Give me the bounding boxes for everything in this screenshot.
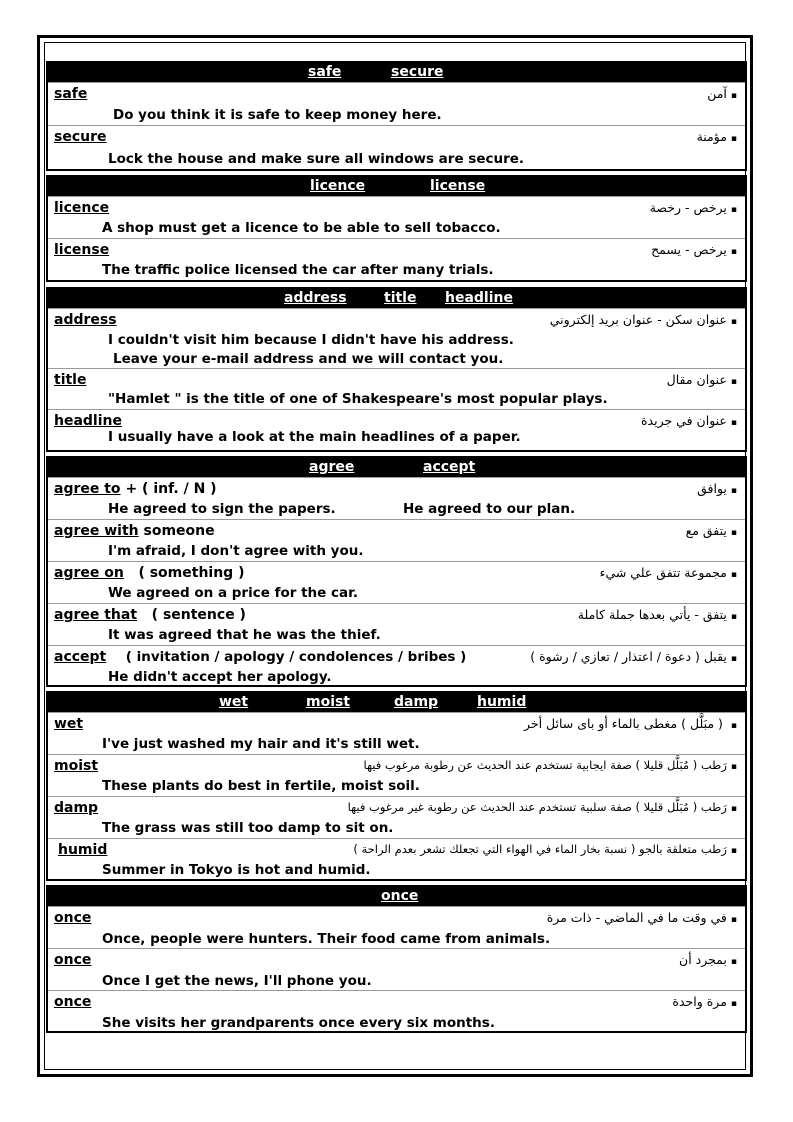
arabic-meaning: ▪عنوان مقال xyxy=(666,372,737,387)
header-word: safe xyxy=(308,64,342,80)
example-sentence: He agreed to sign the papers. xyxy=(108,501,336,517)
term: licence xyxy=(54,200,110,216)
section-wet-moist-damp-humid xyxy=(46,691,747,881)
entry xyxy=(48,906,745,948)
entry xyxy=(48,409,745,450)
example-sentence: A shop must get a licence to be able to sell tobacco. xyxy=(102,220,501,236)
example-sentence: The grass was still too damp to sit on. xyxy=(102,820,394,836)
arabic-meaning: ▪بمجرد أن xyxy=(679,952,737,967)
section-address-title-headline xyxy=(46,287,747,452)
header-word: agree xyxy=(309,459,355,475)
arabic-meaning: ▪في وقت ما في الماضي - ذات مرة xyxy=(546,910,737,925)
section-agree-accept xyxy=(46,456,747,687)
header-word: secure xyxy=(391,64,444,80)
term: agree with someone xyxy=(54,523,215,539)
entry xyxy=(48,125,745,169)
section-header xyxy=(48,458,745,477)
term: title xyxy=(54,372,87,388)
example-sentence: "Hamlet " is the title of one of Shakespeare's most popular plays. xyxy=(108,391,608,407)
term: accept ( invitation / apology / condolences / bribes ) xyxy=(54,649,467,665)
example-sentence: He didn't accept her apology. xyxy=(108,669,332,685)
term: once xyxy=(54,994,92,1010)
header-word: accept xyxy=(423,459,476,475)
entry xyxy=(48,754,745,796)
arabic-meaning: ▪ ( مبَلَّل ) مغطى بالماء أو باى سائل أخر xyxy=(523,716,737,731)
header-word: headline xyxy=(445,290,513,306)
arabic-meaning: ▪يتفق - يأتي بعدها جملة كاملة xyxy=(577,607,737,622)
entry xyxy=(48,82,745,125)
arabic-meaning: ▪مؤمنة xyxy=(696,129,737,144)
example-sentence: I couldn't visit him because I didn't have his address. xyxy=(108,332,514,348)
arabic-meaning: ▪مرة واحدة xyxy=(672,994,737,1009)
entry xyxy=(48,603,745,645)
header-word: title xyxy=(384,290,417,306)
section-header xyxy=(48,887,745,906)
header-word: humid xyxy=(477,694,527,710)
arabic-meaning: ▪يوافق xyxy=(697,481,737,496)
entry xyxy=(48,838,745,880)
example-sentence: We agreed on a price for the car. xyxy=(108,585,358,601)
term: wet xyxy=(54,716,84,732)
term: moist xyxy=(54,758,99,774)
arabic-meaning: ▪عنوان سكن - عنوان بريد إلكتروني xyxy=(549,312,737,327)
term: agree on ( something ) xyxy=(54,565,245,581)
section-safe-secure xyxy=(46,61,747,171)
arabic-meaning: ▪رَطب ( مُبَلَّل قليلا ) صفة سلبية تستخدم عند الحديث عن رطوبة غير مرغوب فيها xyxy=(347,800,737,814)
entry xyxy=(48,712,745,754)
entry xyxy=(48,519,745,561)
section-licence-license xyxy=(46,175,747,282)
example-sentence: Summer in Tokyo is hot and humid. xyxy=(102,862,371,878)
entry xyxy=(48,948,745,990)
header-word: damp xyxy=(394,694,439,710)
entry xyxy=(48,990,745,1032)
section-header xyxy=(48,693,745,712)
section-header xyxy=(48,63,745,82)
example-sentence: Leave your e-mail address and we will contact you. xyxy=(113,351,504,367)
example-sentence: The traffic police licensed the car after many trials. xyxy=(102,262,494,278)
example-sentence: Once I get the news, I'll phone you. xyxy=(102,973,372,989)
arabic-meaning: ▪رَطب متعلقة بالجو ( نسبة بخار الماء في الهواء التي تجعلك تشعر بعدم الراحة ) xyxy=(353,842,737,856)
entry xyxy=(48,561,745,603)
entry xyxy=(48,308,745,368)
term: agree to + ( inf. / N ) xyxy=(54,481,217,497)
example-sentence: He agreed to our plan. xyxy=(403,501,576,517)
term: headline xyxy=(54,413,122,429)
arabic-meaning: ▪عنوان في جريدة xyxy=(640,413,737,428)
term: agree that ( sentence ) xyxy=(54,607,246,623)
header-word: license xyxy=(430,178,486,194)
example-sentence: She visits her grandparents once every six months. xyxy=(102,1015,495,1031)
term: safe xyxy=(54,86,88,102)
example-sentence: I usually have a look at the main headlines of a paper. xyxy=(108,429,521,445)
entry xyxy=(48,796,745,838)
example-sentence: These plants do best in fertile, moist soil. xyxy=(102,778,420,794)
entry xyxy=(48,368,745,409)
arabic-meaning: ▪يقبل ( دعوة / اعتذار / تعازي / رشوة ) xyxy=(530,649,737,664)
term: address xyxy=(54,312,117,328)
header-word: address xyxy=(284,290,347,306)
entry xyxy=(48,196,745,238)
header-word: once xyxy=(381,888,419,904)
header-word: licence xyxy=(310,178,366,194)
example-sentence: Do you think it is safe to keep money here. xyxy=(113,107,442,123)
entry xyxy=(48,645,745,687)
example-sentence: Lock the house and make sure all windows are secure. xyxy=(108,151,525,167)
arabic-meaning: ▪يتفق مع xyxy=(685,523,737,538)
term: once xyxy=(54,952,92,968)
example-sentence: Once, people were hunters. Their food came from animals. xyxy=(102,931,551,947)
header-word: moist xyxy=(306,694,351,710)
header-word: wet xyxy=(219,694,249,710)
section-once xyxy=(46,885,747,1033)
term: damp xyxy=(54,800,99,816)
example-sentence: It was agreed that he was the thief. xyxy=(108,627,381,643)
section-header xyxy=(48,289,745,308)
entry xyxy=(48,238,745,280)
arabic-meaning: ▪رَطب ( مُبَلَّل قليلا ) صفة ايجابية تستخدم عند الحديث عن رطوبة مرغوب فيها xyxy=(363,758,737,772)
term: secure xyxy=(54,129,107,145)
arabic-meaning: ▪يرخص - يسمح xyxy=(651,242,737,257)
term: once xyxy=(54,910,92,926)
arabic-meaning: ▪آمن xyxy=(707,86,737,101)
example-sentence: I've just washed my hair and it's still wet. xyxy=(102,736,420,752)
term: humid xyxy=(58,842,108,858)
entry xyxy=(48,477,745,519)
arabic-meaning: ▪مجموعة تتفق علي شيء xyxy=(599,565,737,580)
term: license xyxy=(54,242,110,258)
example-sentence: I'm afraid, I don't agree with you. xyxy=(108,543,364,559)
section-header xyxy=(48,177,745,196)
arabic-meaning: ▪يرخص - رخصة xyxy=(649,200,737,215)
